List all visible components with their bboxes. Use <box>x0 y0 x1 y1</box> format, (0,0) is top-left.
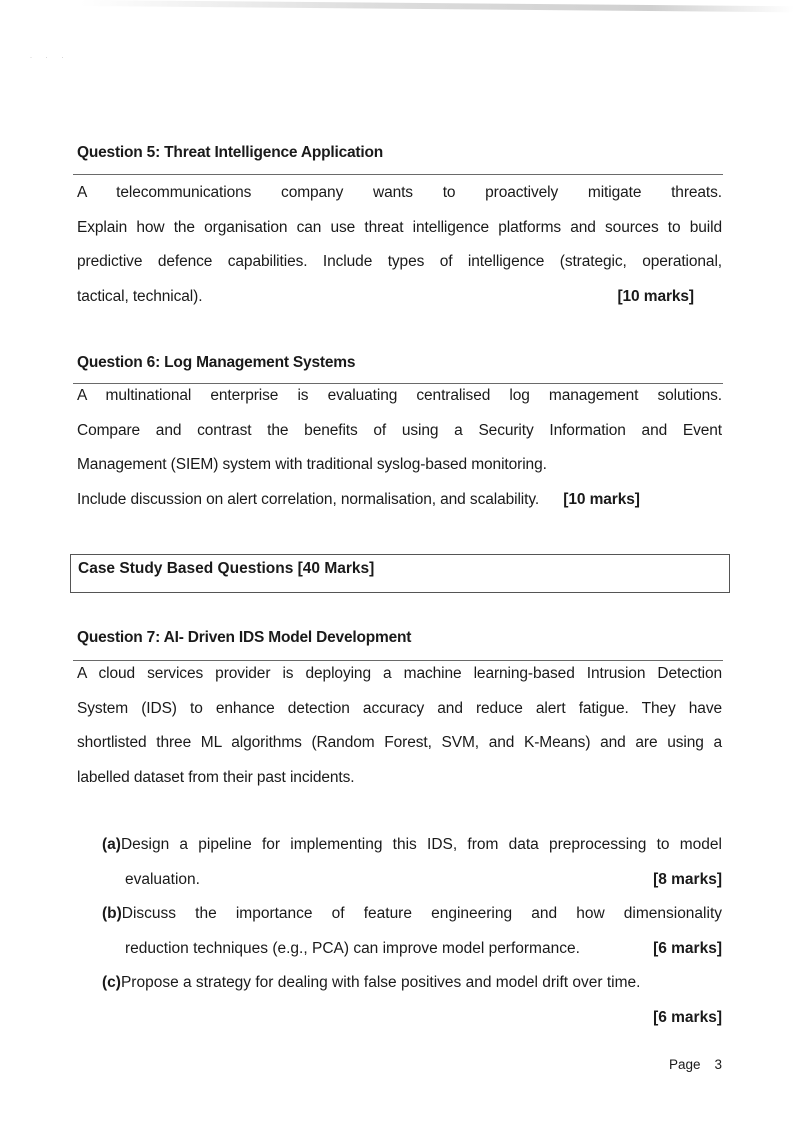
question-5-marks: [10 marks] <box>617 287 694 305</box>
part-b-label: (b) <box>102 905 122 922</box>
part-a-line-2 <box>102 863 722 898</box>
part-b-line-1 <box>102 897 722 932</box>
question-6-line-3: Management (SIEM) system with traditional syslog-based monitoring. <box>77 456 547 473</box>
part-c-text: Propose a strategy for dealing with false positives and model drift over time. <box>120 974 641 991</box>
part-a-text: Design a pipeline for implementing this IDS, from data preprocessing to model <box>120 836 722 853</box>
question-6-line-1: A multinational enterprise is evaluating centralised log management solutions. <box>77 387 722 404</box>
question-6-line-4-text: Include discussion on alert correlation, normalisation, and scalability. <box>77 490 540 508</box>
question-6-marks: [10 marks] <box>563 490 640 508</box>
question-5-line-3: predictive defence capabilities. Include types of intelligence (strategic, operational, <box>77 253 722 270</box>
page-number <box>669 1057 722 1072</box>
case-study-section-box <box>70 554 730 593</box>
question-6-line-2: Compare and contrast the benefits of using a Security Information and Event <box>77 421 722 439</box>
part-a-label: (a) <box>102 836 121 853</box>
question-5-line-2: Explain how the organisation can use threat intelligence platforms and sources to build <box>77 218 722 236</box>
case-study-section-title: Case Study Based Questions [40 Marks] <box>78 560 375 577</box>
question-7-heading: Question 7: AI- Driven IDS Model Development <box>77 629 412 646</box>
part-b-marks: [6 marks] <box>653 939 722 957</box>
question-7-body <box>77 657 722 795</box>
question-6-heading: Question 6: Log Management Systems <box>77 354 356 371</box>
part-c-label: (c) <box>102 974 121 991</box>
question-5-line-4-text: tactical, technical). <box>77 287 203 305</box>
part-c-line-1 <box>102 966 722 1001</box>
part-a-line-1 <box>102 828 722 863</box>
question-7-line-4: labelled dataset from their past incidents. <box>77 768 355 786</box>
question-5-line-1: A telecommunications company wants to proactively mitigate threats. <box>77 184 722 201</box>
question-7-line-1: A cloud services provider is deploying a machine learning-based Intrusion Detection <box>77 665 722 682</box>
question-6-line-4 <box>77 483 722 518</box>
part-b-line-2 <box>102 932 722 967</box>
question-5-line-4 <box>77 280 722 315</box>
part-a-text-2: evaluation. <box>125 870 200 888</box>
part-c-marks: [6 marks] <box>653 1008 722 1026</box>
page-label: Page <box>669 1057 701 1072</box>
scan-edge-artifact <box>80 0 794 12</box>
question-7-line-2: System (IDS) to enhance detection accuracy and reduce alert fatigue. They have <box>77 699 722 717</box>
part-b-text: Discuss the importance of feature engineering and how dimensionality <box>121 905 722 922</box>
part-b-text-2: reduction techniques (e.g., PCA) can improve model performance. <box>125 939 580 957</box>
question-7-line-3: shortlisted three ML algorithms (Random Forest, SVM, and K-Means) and are using a <box>77 734 722 751</box>
question-6-body <box>77 379 722 517</box>
question-5-body <box>77 176 722 314</box>
question-5-heading: Question 5: Threat Intelligence Application <box>77 144 384 161</box>
part-a-marks: [8 marks] <box>653 870 722 888</box>
question-7-parts <box>102 828 722 1035</box>
scan-specks: · · · <box>30 55 70 61</box>
question-5-rule <box>73 174 723 175</box>
page-number-value: 3 <box>714 1057 723 1072</box>
